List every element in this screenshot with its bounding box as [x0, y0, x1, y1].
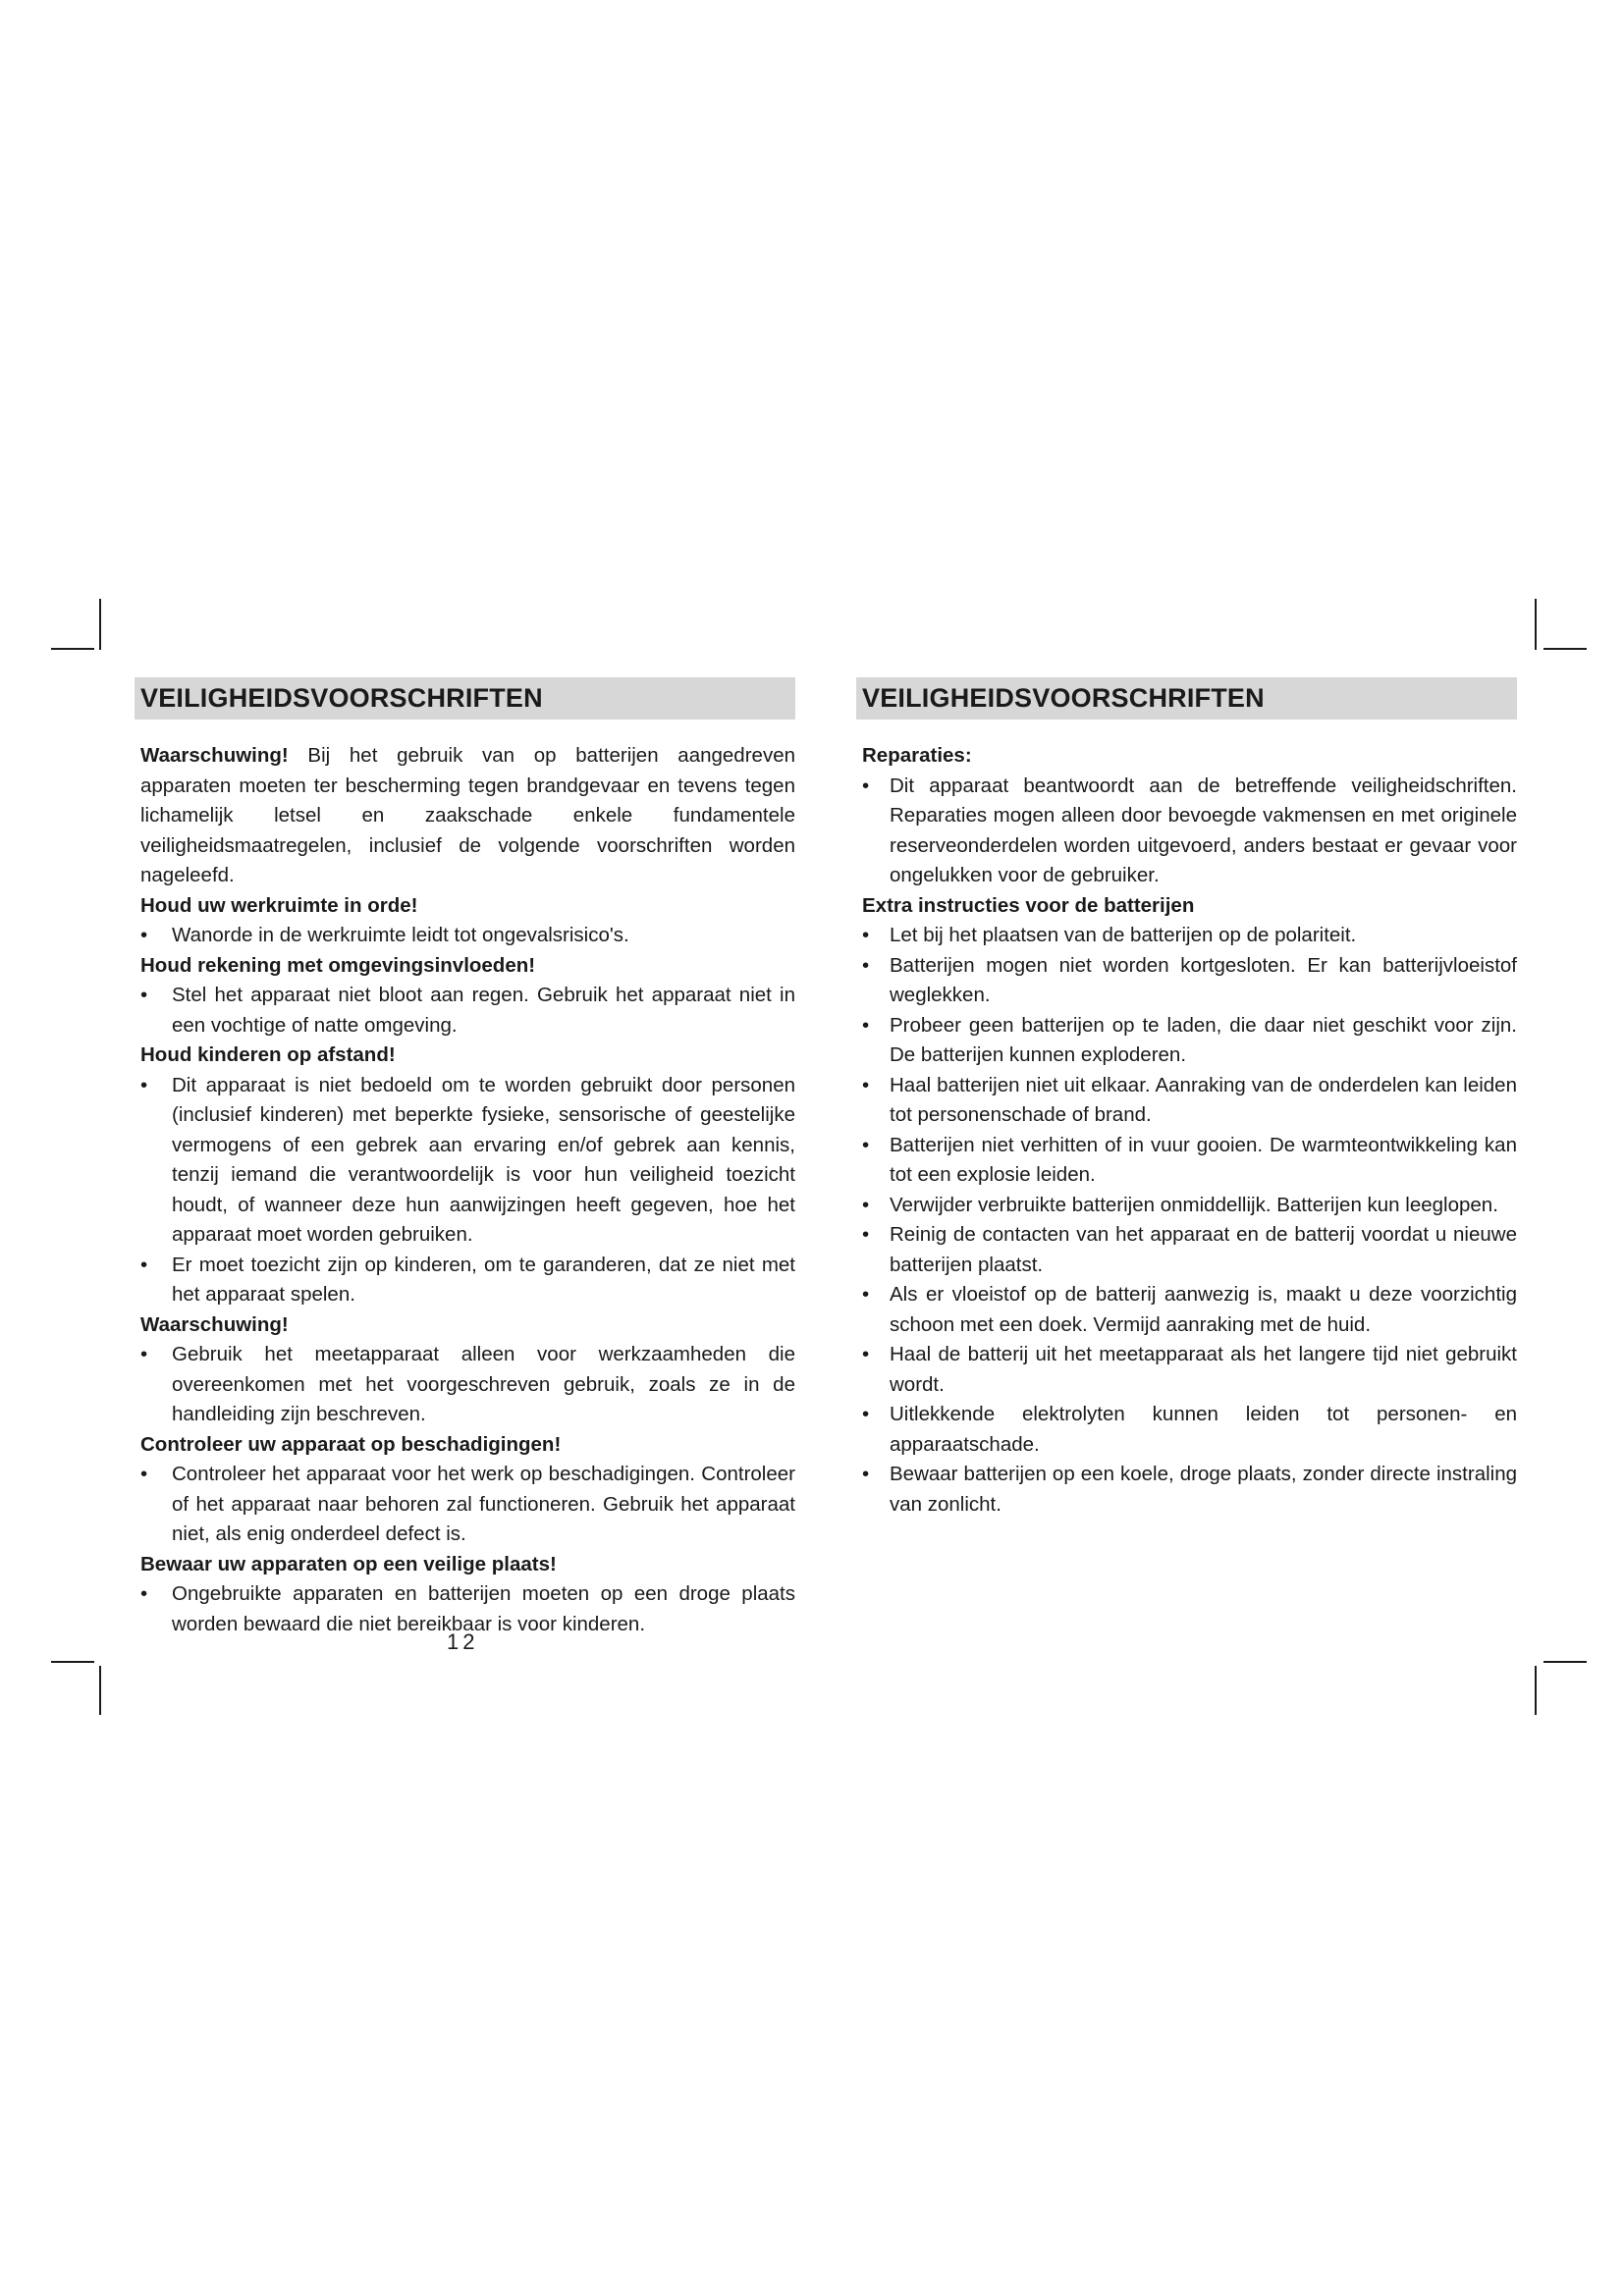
list-item	[856, 1071, 1517, 1131]
right-column	[856, 677, 1517, 1520]
bullet-icon: •	[862, 1463, 870, 1485]
crop-mark	[1543, 1661, 1587, 1663]
list-item-text: Probeer geen batterijen op te laden, die daar niet geschikt voor zijn. De batterijen kunnen exploderen.	[890, 1013, 1517, 1066]
bullet-icon: •	[862, 774, 870, 797]
crop-mark	[51, 648, 94, 650]
crop-mark	[1535, 1666, 1537, 1715]
section-heading: Extra instructies voor de batterijen	[862, 893, 1195, 917]
list-item	[856, 1191, 1517, 1221]
list-item	[135, 981, 795, 1041]
bullet-icon: •	[140, 984, 148, 1006]
left-sections	[135, 891, 795, 1640]
section-heading: Bewaar uw apparaten op een veilige plaats!	[140, 1552, 557, 1575]
list-item	[135, 1071, 795, 1251]
bullet-icon: •	[140, 1343, 148, 1365]
bullet-icon: •	[862, 1343, 870, 1365]
left-column	[135, 677, 795, 1639]
list-item-text: Batterijen niet verhitten of in vuur gooien. De warmteontwikkeling kan tot een explosie leiden.	[890, 1133, 1517, 1186]
list-item-text: Als er vloeistof op de batterij aanwezig is, maakt u deze voorzichtig schoon met een doek. Vermijd aanraking met de huid.	[890, 1283, 1517, 1336]
list-item-text: Ongebruikte apparaten en batterijen moeten op een droge plaats worden bewaard die niet bereikbaar is voor kinderen.	[172, 1582, 795, 1635]
section-heading: Reparaties:	[862, 744, 972, 767]
intro-text: Bij het gebruik van op batterijen aangedreven apparaten moeten ter bescherming tegen brandgevaar en tevens tegen lichamelijk letsel en zaakschade enkele fundamentele veiligheidsmaatregelen, inclusief de volgende voorschriften worden nageleefd.	[140, 744, 795, 886]
list-item-text: Wanorde in de werkruimte leidt tot ongevalsrisico's.	[172, 924, 629, 946]
bullet-icon: •	[140, 1253, 148, 1276]
list-item	[856, 921, 1517, 951]
list-item-text: Batterijen mogen niet worden kortgesloten. Er kan batterijvloeistof weglekken.	[890, 953, 1517, 1006]
section-banner-right: VEILIGHEIDSVOORSCHRIFTEN	[856, 677, 1517, 720]
bullet-icon: •	[862, 1133, 870, 1156]
bullet-icon: •	[862, 1283, 870, 1306]
bullet-icon: •	[140, 1463, 148, 1485]
section-banner-left: VEILIGHEIDSVOORSCHRIFTEN	[135, 677, 795, 720]
list-item	[135, 1460, 795, 1550]
section-heading: Houd uw werkruimte in orde!	[140, 893, 418, 917]
list-item-text: Controleer het apparaat voor het werk op beschadigingen. Controleer of het apparaat naar behoren zal functioneren. Gebruik het apparaat niet, als enig onderdeel defect is.	[172, 1463, 795, 1545]
section-heading: Houd rekening met omgevingsinvloeden!	[140, 953, 536, 977]
list-item-text: Bewaar batterijen op een koele, droge plaats, zonder directe instraling van zonlicht.	[890, 1463, 1517, 1516]
list-item	[135, 1251, 795, 1310]
bullet-icon: •	[862, 924, 870, 946]
list-item	[856, 1460, 1517, 1520]
page-number: 12	[447, 1629, 479, 1654]
list-item-text: Haal batterijen niet uit elkaar. Aanraking van de onderdelen kan leiden tot personenschade of brand.	[890, 1073, 1517, 1126]
bullet-icon: •	[862, 1073, 870, 1096]
list-item-text: Dit apparaat beantwoordt aan de betreffende veiligheidschriften. Reparaties mogen alleen door bevoegde vakmensen en met originele reserveonderdelen worden uitgevoerd, anders bestaat er gevaar voor ongelukken voor de gebruiker.	[890, 774, 1517, 886]
list-item-text: Dit apparaat is niet bedoeld om te worden gebruikt door personen (inclusief kinderen) met beperkte fysieke, sensorische of geestelijke vermogens of een gebrek aan ervaring en/of gebrek aan kennis, tenzij iemand die verantwoordelijk is voor hun veiligheid toezicht houdt, of wanneer deze hun aanwijzingen heeft gegeven, hoe het apparaat moet worden gebruiken.	[172, 1073, 795, 1246]
list-item	[856, 951, 1517, 1011]
crop-mark	[1535, 599, 1537, 650]
list-item	[856, 1220, 1517, 1280]
list-item-text: Let bij het plaatsen van de batterijen op de polariteit.	[890, 924, 1357, 946]
crop-mark	[1543, 648, 1587, 650]
bullet-icon: •	[862, 1193, 870, 1216]
bullet-icon: •	[862, 1223, 870, 1246]
bullet-icon: •	[862, 1013, 870, 1037]
list-item	[856, 1340, 1517, 1400]
list-item	[856, 1011, 1517, 1071]
list-item-text: Reinig de contacten van het apparaat en de batterij voordat u nieuwe batterijen plaatst.	[890, 1223, 1517, 1276]
list-item	[856, 772, 1517, 891]
list-item-text: Gebruik het meetapparaat alleen voor werkzaamheden die overeenkomen met het voorgeschreven gebruik, zoals ze in de handleiding zijn beschreven.	[172, 1343, 795, 1425]
list-item	[135, 1340, 795, 1430]
list-item-text: Er moet toezicht zijn op kinderen, om te garanderen, dat ze niet met het apparaat spelen.	[172, 1253, 795, 1306]
right-sections	[856, 741, 1517, 1520]
list-item	[135, 921, 795, 951]
list-item-text: Verwijder verbruikte batterijen onmiddellijk. Batterijen kun leeglopen.	[890, 1193, 1498, 1216]
list-item	[856, 1280, 1517, 1340]
list-item-text: Stel het apparaat niet bloot aan regen. Gebruik het apparaat niet in een vochtige of natte omgeving.	[172, 984, 795, 1037]
bullet-icon: •	[862, 953, 870, 977]
intro-warning-label: Waarschuwing!	[140, 744, 289, 767]
list-item-text: Uitlekkende elektrolyten kunnen leiden tot personen- en apparaatschade.	[890, 1403, 1517, 1456]
section-heading: Controleer uw apparaat op beschadigingen!	[140, 1432, 562, 1456]
crop-mark	[99, 1666, 101, 1715]
bullet-icon: •	[140, 1073, 148, 1096]
list-item	[856, 1131, 1517, 1191]
right-body	[856, 741, 1517, 1520]
bullet-icon: •	[140, 1582, 148, 1605]
section-heading: Waarschuwing!	[140, 1312, 289, 1336]
section-heading: Houd kinderen op afstand!	[140, 1043, 396, 1066]
left-body	[135, 741, 795, 1639]
bullet-icon: •	[140, 924, 148, 946]
list-item-text: Haal de batterij uit het meetapparaat als het langere tijd niet gebruikt wordt.	[890, 1343, 1517, 1396]
list-item	[856, 1400, 1517, 1460]
intro-paragraph	[135, 741, 795, 891]
crop-mark	[99, 599, 101, 650]
bullet-icon: •	[862, 1403, 870, 1425]
crop-mark	[51, 1661, 94, 1663]
